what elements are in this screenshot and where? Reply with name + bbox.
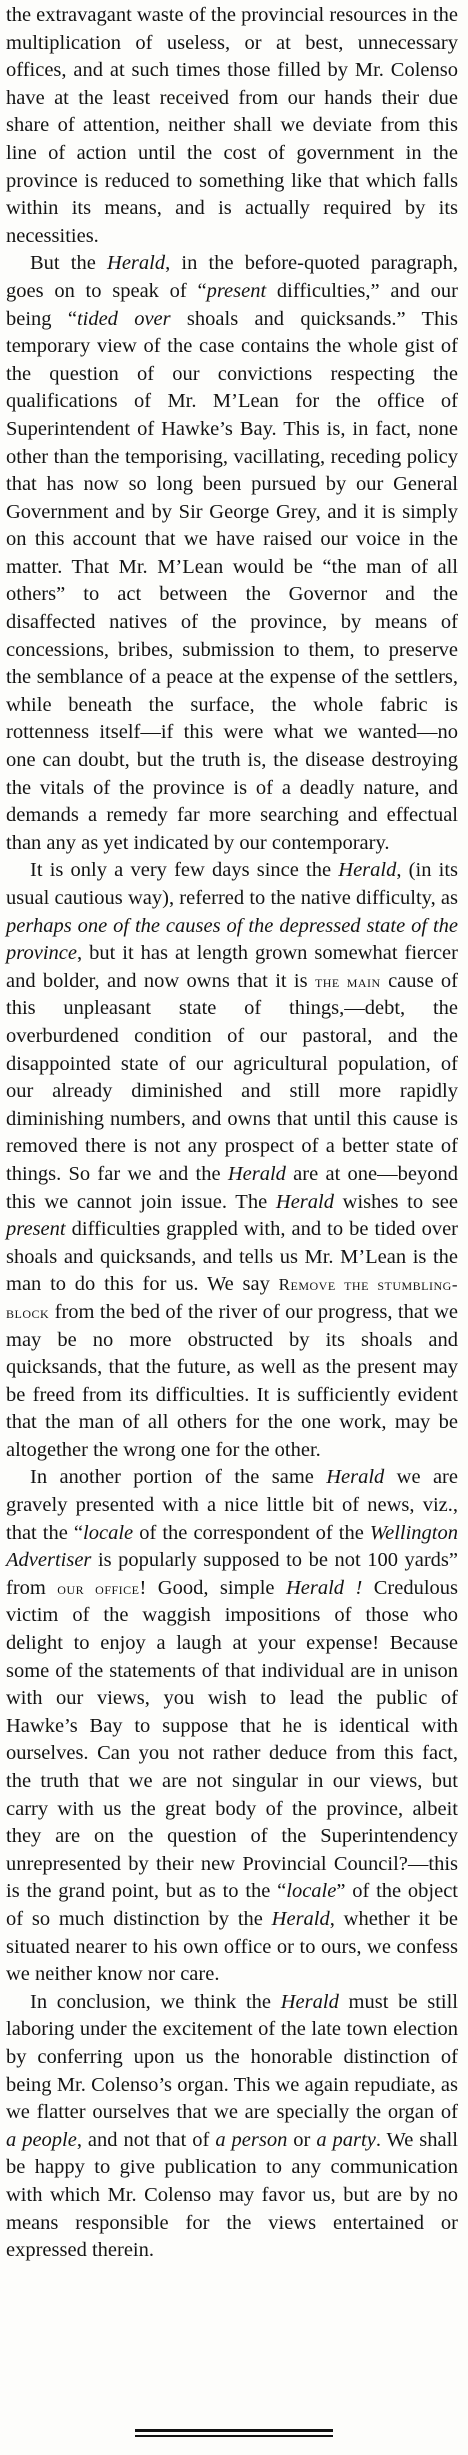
- thick-rule-line: [135, 2429, 333, 2432]
- end-of-article-rule: [0, 2427, 468, 2441]
- text-run: In another portion of the same: [30, 1466, 327, 1489]
- italic-text-run: Herald: [275, 1190, 334, 1213]
- italic-text-run: present: [206, 279, 267, 302]
- text-run: But the: [30, 252, 108, 275]
- italic-text-run: locale: [83, 1521, 134, 1544]
- small-caps-text-run: the main: [314, 971, 381, 991]
- italic-text-run: tided over: [76, 307, 171, 330]
- text-run: difficulties,” and our being “: [6, 279, 458, 330]
- text-run: wishes to see: [333, 1190, 458, 1213]
- article-column: [6, 2, 458, 2265]
- text-run: from the bed of the river of our progress, that we may be no more obstructed by its shoals and quicksands, that the future, as well as the present may be freed from its difficulties. It is sufficiently evident that the man of all others for the one work, may be altogether the wrong one for the other.: [6, 1300, 458, 1461]
- italic-text-run: Herald !: [285, 1576, 363, 1599]
- text-run: , in the before-quoted paragraph, goes on to speak of “: [6, 252, 458, 302]
- italic-text-run: a party: [316, 2128, 376, 2151]
- italic-text-run: Herald: [227, 1162, 286, 1185]
- article-paragraph: [6, 857, 458, 1464]
- text-run: of the correspondent of the: [133, 1521, 370, 1544]
- small-caps-text-run: Remove the stumbling-block: [6, 1275, 458, 1322]
- text-run: must be still laboring under the excitement of the late town election by conferring upon us the honorable distinction of being Mr. Colenso’s organ. This we again repudiate, as we flatter ourselves that we are specially the organ of: [6, 1990, 458, 2124]
- text-run: or: [287, 2128, 317, 2151]
- text-run: It is only a very few days since the: [30, 859, 339, 882]
- text-run: we are gravely presented with a nice little bit of news, viz., that the “: [6, 1466, 458, 1544]
- text-run: difficulties grappled with, and to be tided over shoals and quicksands, and tells us Mr. M’Lean is the man to do this for us. We say: [6, 1218, 458, 1296]
- text-run: cause of this unpleasant state of things,—debt, the overburdened condition of our pastoral, and the disappointed state of our agricultural population, of our already diminished and still more rapidly diminishing numbers, and owns that until this cause is removed there is not any prospect of a better state of things. So far we and the: [6, 969, 459, 1185]
- italic-text-run: Herald: [280, 1990, 339, 2013]
- text-run: is popularly supposed to be not 100 yards” from: [6, 1549, 458, 1599]
- text-run: ” of the object of so much distinction by the: [6, 1880, 458, 1930]
- text-run: In conclusion, we think the: [30, 1990, 281, 2013]
- thin-rule-line: [135, 2435, 333, 2437]
- italic-text-run: Wellington Advertiser: [6, 1521, 458, 1572]
- article-paragraph: [6, 250, 458, 857]
- italic-text-run: Herald: [271, 1907, 330, 1930]
- article-paragraph: [6, 1464, 458, 1988]
- italic-text-run: Herald: [326, 1466, 385, 1489]
- italic-text-run: locale: [286, 1880, 337, 1903]
- italic-text-run: present: [6, 1218, 66, 1241]
- italic-text-run: Herald: [338, 859, 397, 882]
- italic-text-run: perhaps one of the causes of the depressed state of the province: [6, 914, 458, 965]
- italic-text-run: Herald: [107, 252, 166, 275]
- text-run: are at one—beyond this we cannot join issue. The: [6, 1162, 458, 1213]
- text-run: shoals and quicksands.” This temporary view of the case contains the whole gist of the question of our convictions respecting the qualifications of Mr. M’Lean for the office of Superintendent of Hawke’s Bay. This is, in fact, none other than the temporising, vacillating, receding policy that has now so long been pursued by our General Government and by Sir George Grey, and it is simply on this account that we have raised our voice in the matter. That Mr. M’Lean would be “the man of all others” to act between the Governor and the disaffected natives of the province, by means of concessions, bribes, submission to them, to preserve the semblance of a peace at the expense of the settlers, while beneath the surface, the whole fabric is rottenness itself—if this were what we wanted—no one can doubt, but the truth is, the disease destroying the vitals of the province is of a deadly nature, and demands a remedy far more searching and effectual than any as yet indicated by our contemporary.: [6, 307, 459, 854]
- text-run: Credulous victim of the waggish impositions of those who delight to enjoy a laugh at your expense! Because some of the statements of that individual are in unison with our views, you wish to lead the public of Hawke’s Bay to suppose that he is identical with ourselves. Can you not rather deduce from this fact, the truth that we are not singular in our views, but carry with us the great body of the province, albeit they are on the question of the Superintendency unrepresented by their new Provincial Council?—this is the grand point, but as to the “: [6, 1576, 458, 1903]
- text-run: . We shall be happy to give publication to any communication with which Mr. Colenso may favor us, but are by no means responsible for the views entertained or expressed therein.: [6, 2128, 458, 2262]
- text-run: , but it has at length grown somewhat fiercer and bolder, and now owns that it is: [6, 942, 458, 992]
- text-run: , and not that of: [76, 2128, 216, 2151]
- text-run: the extravagant waste of the provincial resources in the multiplication of useless, or at best, unnecessary offices, and at such times those filled by Mr. Colenso have at the least received from our hands their due share of attention, neither shall we deviate from this line of action until the cost of government in the province is reduced to something like that which falls within its means, and is actually required by its necessities.: [6, 4, 458, 247]
- text-run: ! Good, simple: [139, 1576, 286, 1599]
- article-paragraph: [6, 2, 458, 250]
- italic-text-run: a people: [6, 2128, 77, 2151]
- italic-text-run: a person: [215, 2128, 288, 2151]
- text-run: , whether it be situated nearer to his own office or to ours, we confess we neither know nor care.: [6, 1907, 458, 1986]
- small-caps-text-run: our office: [57, 1578, 140, 1598]
- text-run: , (in its usual cautious way), referred to the native difficulty, as: [6, 859, 458, 909]
- article-paragraph: [6, 1989, 458, 2265]
